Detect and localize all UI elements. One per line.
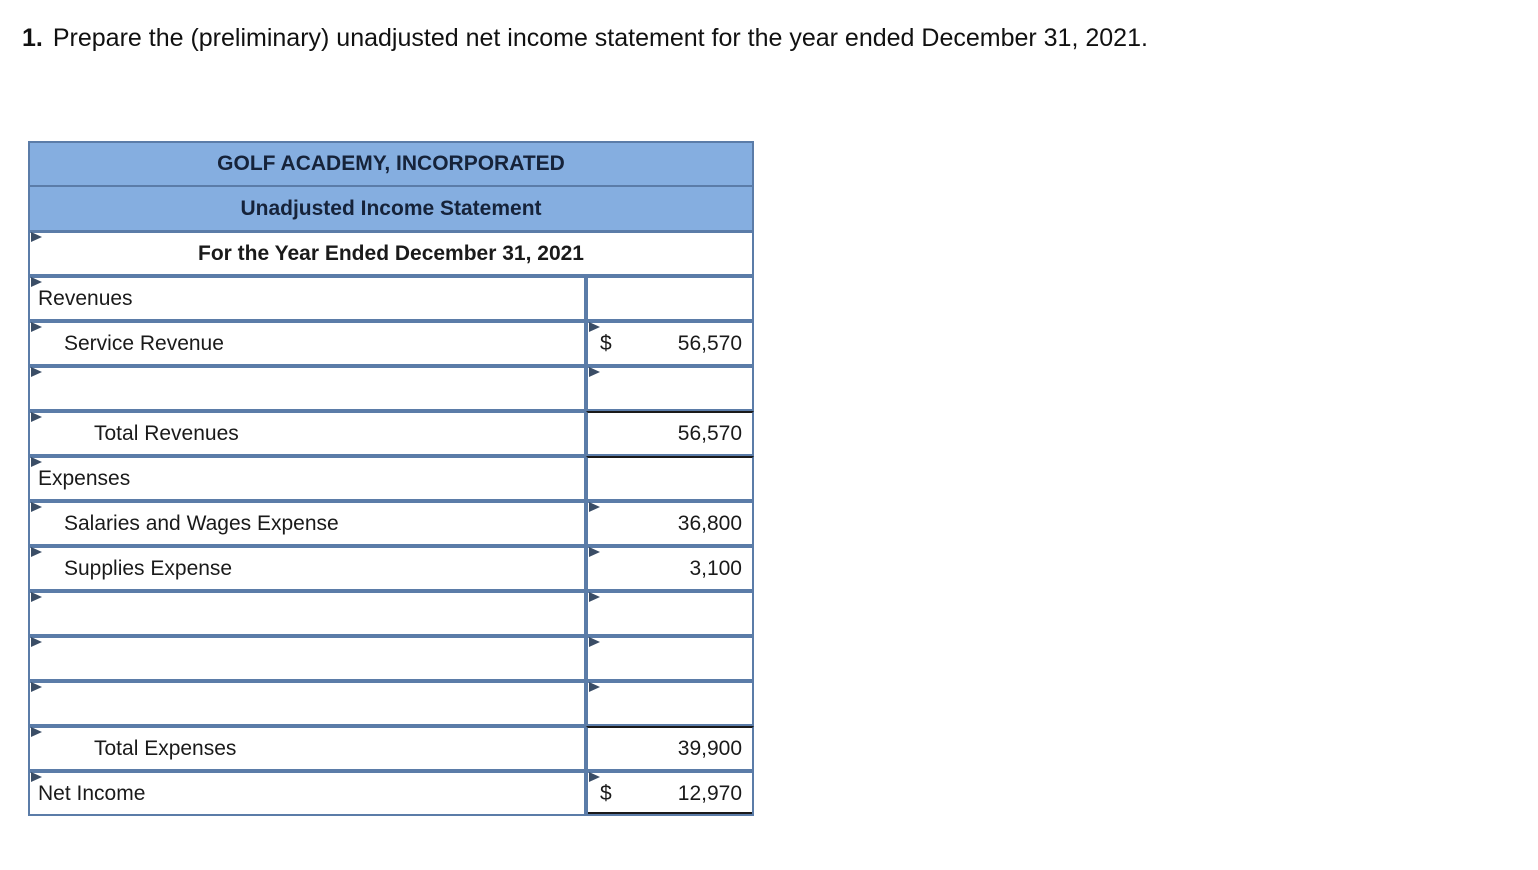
row-label: Revenues	[38, 287, 133, 310]
worksheet-header-period-row	[28, 231, 754, 276]
row-amount-cell-expenses[interactable]	[586, 456, 754, 501]
row-label: Supplies Expense	[64, 557, 233, 580]
table-row	[28, 276, 754, 321]
row-label: Total Revenues	[94, 422, 239, 445]
cell-marker-icon	[589, 637, 600, 647]
row-amount-wrap	[588, 728, 752, 769]
question-text: Prepare the (preliminary) unadjusted net income statement for the year ended December 31, 2021.	[52, 24, 1148, 52]
row-amount-cell-blank-4[interactable]	[586, 681, 754, 726]
row-label-cell-revenues[interactable]	[28, 276, 586, 321]
table-row	[28, 366, 754, 411]
table-row	[28, 456, 754, 501]
row-amount: 3,100	[689, 557, 742, 580]
table-row	[28, 681, 754, 726]
row-amount-wrap	[588, 413, 752, 454]
row-label-cell-blank-3[interactable]	[28, 636, 586, 681]
row-amount-cell-total-expenses[interactable]	[586, 726, 754, 771]
row-amount: 56,570	[677, 332, 742, 355]
row-label-cell-net-income[interactable]	[28, 771, 586, 816]
row-amount-cell-blank-3[interactable]	[586, 636, 754, 681]
row-label-cell-expenses[interactable]	[28, 456, 586, 501]
row-amount-cell-total-revenues[interactable]	[586, 411, 754, 456]
worksheet-header-company-row	[28, 141, 754, 186]
statement-company-name: GOLF ACADEMY, INCORPORATED	[28, 141, 754, 186]
row-label-cell-service-revenue[interactable]	[28, 321, 586, 366]
row-label-cell-total-revenues[interactable]	[28, 411, 586, 456]
cell-marker-icon	[31, 637, 42, 647]
table-row	[28, 591, 754, 636]
row-label-cell-blank-4[interactable]	[28, 681, 586, 726]
currency-symbol: $	[600, 332, 612, 355]
row-amount: 36,800	[677, 512, 742, 535]
row-amount-wrap	[588, 548, 752, 589]
cell-marker-icon	[31, 367, 42, 377]
cell-marker-icon	[589, 367, 600, 377]
row-amount-wrap	[588, 323, 752, 364]
row-amount: 12,970	[677, 782, 742, 805]
cell-marker-icon	[589, 592, 600, 602]
row-label: Service Revenue	[64, 332, 224, 355]
table-row	[28, 501, 754, 546]
row-label-cell-supplies-expense[interactable]	[28, 546, 586, 591]
row-label-cell-blank-2[interactable]	[28, 591, 586, 636]
row-label: Salaries and Wages Expense	[64, 512, 339, 535]
row-amount-cell-net-income[interactable]	[586, 771, 754, 816]
row-label: Total Expenses	[94, 737, 237, 760]
currency-symbol: $	[600, 782, 612, 805]
income-statement-worksheet	[28, 141, 754, 816]
row-label-cell-total-expenses[interactable]	[28, 726, 586, 771]
row-amount-cell-revenues[interactable]	[586, 276, 754, 321]
row-amount: 56,570	[677, 422, 742, 445]
table-row	[28, 726, 754, 771]
table-row	[28, 636, 754, 681]
row-label-cell-blank-1[interactable]	[28, 366, 586, 411]
row-amount-cell-service-revenue[interactable]	[586, 321, 754, 366]
row-amount-cell-supplies-expense[interactable]	[586, 546, 754, 591]
row-amount-wrap	[588, 503, 752, 544]
statement-period-cell[interactable]	[28, 231, 754, 276]
statement-title: Unadjusted Income Statement	[28, 186, 754, 231]
row-label-cell-salaries-wages-expense[interactable]	[28, 501, 586, 546]
cell-marker-icon	[589, 682, 600, 692]
row-amount-cell-blank-2[interactable]	[586, 591, 754, 636]
question-line	[22, 22, 1148, 54]
table-row	[28, 321, 754, 366]
row-amount-cell-blank-1[interactable]	[586, 366, 754, 411]
table-row	[28, 771, 754, 816]
row-amount: 39,900	[677, 737, 742, 760]
cell-marker-icon	[31, 592, 42, 602]
row-amount-cell-salaries-wages-expense[interactable]	[586, 501, 754, 546]
table-row	[28, 411, 754, 456]
table-row	[28, 546, 754, 591]
row-label: Net Income	[38, 782, 146, 805]
row-label: Expenses	[38, 467, 131, 490]
cell-marker-icon	[31, 682, 42, 692]
question-number: 1.	[22, 24, 43, 52]
statement-period: For the Year Ended December 31, 2021	[198, 242, 584, 265]
row-amount-wrap	[588, 773, 752, 814]
worksheet-header-title-row	[28, 186, 754, 231]
